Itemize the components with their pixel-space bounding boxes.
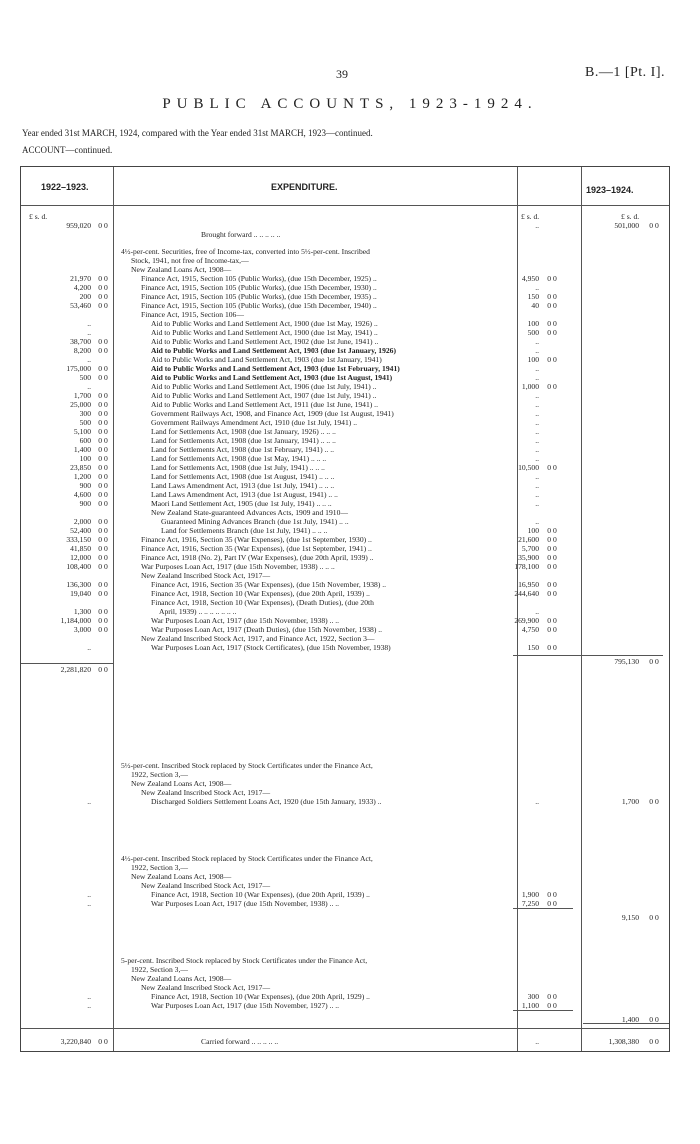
amount-1923-1924-detail: .. (535, 283, 539, 292)
amount-1923-1924-detail: 40 (531, 301, 539, 310)
amount-1922-1923: 25,000 (70, 400, 91, 409)
amount-1923-1924-detail: 100 (527, 526, 539, 535)
shillings-pence-1922-1923: 0 0 (98, 283, 108, 292)
row-description: Land Laws Amendment Act, 1913 (due 1st July, 1941) .. .. .. (151, 481, 335, 490)
amount-1922-1923: 5,100 (73, 427, 91, 436)
units-label-left: £ s. d. (29, 212, 48, 221)
amount-1922-1923: 52,400 (70, 526, 91, 535)
row-description: New Zealand Inscribed Stock Act, 1917— (141, 983, 271, 992)
shillings-pence-1922-1923: 0 0 (98, 337, 108, 346)
amount-1923-1924-detail: 16,950 (518, 580, 539, 589)
row-description: Aid to Public Works and Land Settlement Act, 1903 (due 1st January, 1941) (151, 355, 382, 364)
amount-1923-1924-detail: .. (535, 409, 539, 418)
shillings-pence-1922-1923: 0 0 (98, 445, 108, 454)
amount-1922-1923: .. (87, 1001, 91, 1010)
row-description: April, 1939) .. .. .. .. .. .. .. (159, 607, 237, 616)
shillings-pence-1922-1923: 0 0 (98, 409, 108, 418)
row-description: 4½-per-cent. Securities, free of Income-tax, converted into 5½-per-cent. Inscribed (121, 247, 370, 256)
expenditure-table (20, 166, 670, 1052)
row-description: Government Railways Act, 1908, and Finance Act, 1909 (due 1st August, 1941) (151, 409, 394, 418)
shillings-pence-1922-1923: 0 0 (98, 607, 108, 616)
page-number: 39 (336, 67, 348, 81)
shillings-pence-1922-1923: 0 0 (98, 301, 108, 310)
row-description: Finance Act, 1916, Section 35 (War Expenses), (due 1st September, 1941) .. (141, 544, 372, 553)
shillings-pence-detail: 0 0 (547, 328, 557, 337)
row-description: Finance Act, 1918, Section 10 (War Expenses), (due 20th April, 1929) .. (151, 992, 370, 1001)
amount-1923-1924-detail: .. (535, 391, 539, 400)
shillings-pence-1922-1923: 0 0 (98, 373, 108, 382)
shillings-pence-detail: 0 0 (547, 319, 557, 328)
row-description: Finance Act, 1918, Section 10 (War Expenses), (due 20th April, 1939) .. (151, 589, 370, 598)
shillings-pence-detail: 0 0 (547, 1001, 557, 1010)
amount-1923-1924-detail: .. (535, 607, 539, 616)
row-description: Finance Act, 1915, Section 106— (141, 310, 244, 319)
amount-1922-1923: 1,300 (73, 607, 91, 616)
amount-1923-1924-detail: .. (535, 517, 539, 526)
row-description: Aid to Public Works and Land Settlement Act, 1902 (due 1st June, 1941) .. (151, 337, 379, 346)
units-label-right: £ s. d. (621, 212, 640, 221)
row-description: Carried forward .. .. .. .. .. (201, 1037, 279, 1046)
row-description: Land for Settlements Branch (due 1st July, 1941) .. .. .. (161, 526, 328, 535)
footer-separator (21, 1028, 669, 1029)
row-description: Brought forward .. .. .. .. .. (201, 230, 281, 239)
row-description: 1922, Section 3,— (131, 770, 188, 779)
amount-1922-1923: .. (87, 992, 91, 1001)
row-description: New Zealand Inscribed Stock Act, 1917— (141, 788, 271, 797)
account-label: ACCOUNT—continued. (22, 145, 113, 155)
shillings-pence-detail: 0 0 (547, 544, 557, 553)
row-description: War Purposes Loan Act, 1917 (Stock Certificates), (due 15th November, 1938) (151, 643, 391, 652)
column-divider (113, 167, 114, 1051)
amount-1922-1923: .. (87, 797, 91, 806)
row-description: War Purposes Loan Act, 1917 (Death Duties), (due 15th November, 1938) .. (151, 625, 383, 634)
amount-1923-1924-total: 1,700 (621, 797, 639, 806)
amount-1923-1924-detail: .. (535, 1037, 539, 1046)
column-header-expenditure: EXPENDITURE. (271, 182, 338, 192)
header-separator (21, 205, 669, 206)
amount-1923-1924-total: 1,400 (621, 1015, 639, 1024)
shillings-pence-1922-1923: 0 0 (98, 391, 108, 400)
shillings-pence-1922-1923: 0 0 (98, 562, 108, 571)
shillings-pence-detail: 0 0 (547, 589, 557, 598)
amount-1922-1923: 200 (79, 292, 91, 301)
row-description: Finance Act, 1915, Section 105 (Public Works), (due 15th December, 1940) .. (141, 301, 377, 310)
amount-1923-1924-detail: 300 (527, 992, 539, 1001)
amount-1923-1924-detail: .. (535, 221, 539, 230)
shillings-pence-detail: 0 0 (547, 526, 557, 535)
shillings-pence-detail: 0 0 (547, 890, 557, 899)
shillings-pence-1922-1923: 0 0 (98, 526, 108, 535)
shillings-pence-1922-1923: 0 0 (98, 665, 108, 674)
row-description: Finance Act, 1918, Section 10 (War Expenses), (Death Duties), (due 20th (151, 598, 374, 607)
shillings-pence-1922-1923: 0 0 (98, 625, 108, 634)
amount-1923-1924-detail: .. (535, 490, 539, 499)
amount-1923-1924-total: 795,130 (614, 657, 639, 666)
shillings-pence-1922-1923: 0 0 (98, 490, 108, 499)
page-title: PUBLIC ACCOUNTS, 1923-1924. (162, 96, 538, 112)
row-description: War Purposes Loan Act, 1917 (due 15th November, 1927) .. .. (151, 1001, 340, 1010)
amount-1923-1924-total: 501,000 (614, 221, 639, 230)
shillings-pence-detail: 0 0 (547, 580, 557, 589)
shillings-pence-1922-1923: 0 0 (98, 535, 108, 544)
shillings-pence-1922-1923: 0 0 (98, 400, 108, 409)
amount-1923-1924-detail: 35,900 (518, 553, 539, 562)
row-description: New Zealand Loans Act, 1908— (131, 779, 232, 788)
shillings-pence-1922-1923: 0 0 (98, 589, 108, 598)
amount-1922-1923: .. (87, 319, 91, 328)
subtotal-rule (21, 663, 113, 664)
shillings-pence-1922-1923: 0 0 (98, 481, 108, 490)
amount-1922-1923: 2,000 (73, 517, 91, 526)
row-description: Finance Act, 1915, Section 105 (Public Works), (due 15th December, 1935) .. (141, 292, 377, 301)
amount-1922-1923: 2,281,820 (60, 665, 91, 674)
row-description: 1922, Section 3,— (131, 863, 188, 872)
amount-1923-1924-detail: 7,250 (521, 899, 539, 908)
amount-1922-1923: 1,200 (73, 472, 91, 481)
amount-1923-1924-detail: .. (535, 346, 539, 355)
amount-1922-1923: 108,400 (66, 562, 91, 571)
shillings-pence-1922-1923: 0 0 (98, 463, 108, 472)
amount-1922-1923: 900 (79, 499, 91, 508)
shillings-pence-detail: 0 0 (547, 301, 557, 310)
shillings-pence-detail: 0 0 (547, 643, 557, 652)
amount-1923-1924-detail: 1,100 (521, 1001, 539, 1010)
row-description: Land for Settlements Act, 1908 (due 1st January, 1926) .. .. .. (151, 427, 336, 436)
amount-1923-1924-total: 1,308,380 (608, 1037, 639, 1046)
amount-1923-1924-detail: .. (535, 418, 539, 427)
row-description: Finance Act, 1915, Section 105 (Public Works), (due 15th December, 1925) .. (141, 274, 377, 283)
shillings-pence-1922-1923: 0 0 (98, 472, 108, 481)
amount-1922-1923: 12,000 (70, 553, 91, 562)
shillings-pence-total: 0 0 (649, 221, 659, 230)
shillings-pence-1922-1923: 0 0 (98, 418, 108, 427)
shillings-pence-1922-1923: 0 0 (98, 580, 108, 589)
amount-1923-1924-detail: 150 (527, 292, 539, 301)
row-description: Finance Act, 1918 (No. 2), Part IV (War Expenses), (due 20th April, 1939) .. (141, 553, 374, 562)
row-description: Aid to Public Works and Land Settlement Act, 1906 (due 1st July, 1941) .. (151, 382, 377, 391)
amount-1923-1924-detail: .. (535, 337, 539, 346)
shillings-pence-detail: 0 0 (547, 553, 557, 562)
shillings-pence-1922-1923: 0 0 (98, 427, 108, 436)
row-description: New Zealand Inscribed Stock Act, 1917, and Finance Act, 1922, Section 3— (141, 634, 375, 643)
row-description: Aid to Public Works and Land Settlement Act, 1903 (due 1st February, 1941) (151, 364, 400, 373)
amount-1923-1924-detail: .. (535, 436, 539, 445)
shillings-pence-detail: 0 0 (547, 625, 557, 634)
row-description: 5½-per-cent. Inscribed Stock replaced by Stock Certificates under the Finance Act, (121, 761, 373, 770)
shillings-pence-1922-1923: 0 0 (98, 544, 108, 553)
amount-1922-1923: 175,000 (66, 364, 91, 373)
column-header-1923-1924: 1923–1924. (586, 185, 634, 195)
shillings-pence-1922-1923: 0 0 (98, 292, 108, 301)
row-description: War Purposes Loan Act, 1917 (due 15th November, 1938) .. .. (151, 616, 340, 625)
amount-1922-1923: 136,300 (66, 580, 91, 589)
row-description: Finance Act, 1916, Section 35 (War Expenses), (due 1st September, 1930) .. (141, 535, 372, 544)
amount-1923-1924-total: 9,150 (621, 913, 639, 922)
row-description: War Purposes Loan Act, 1917 (due 15th November, 1938) .. .. .. (141, 562, 335, 571)
row-description: New Zealand State-guaranteed Advances Acts, 1909 and 1910— (151, 508, 348, 517)
amount-1923-1924-detail: .. (535, 472, 539, 481)
amount-1923-1924-detail: 100 (527, 355, 539, 364)
row-description: Land for Settlements Act, 1908 (due 1st January, 1941) .. .. .. (151, 436, 336, 445)
shillings-pence-1922-1923: 0 0 (98, 499, 108, 508)
amount-1922-1923: 300 (79, 409, 91, 418)
row-description: Stock, 1941, not free of Income-tax,— (131, 256, 249, 265)
row-description: New Zealand Loans Act, 1908— (131, 872, 232, 881)
shillings-pence-detail: 0 0 (547, 992, 557, 1001)
shillings-pence-detail: 0 0 (547, 899, 557, 908)
row-description: New Zealand Inscribed Stock Act, 1917— (141, 881, 271, 890)
amount-1923-1924-detail: .. (535, 373, 539, 382)
row-description: Finance Act, 1916, Section 35 (War Expenses), (due 15th November, 1938) .. (151, 580, 387, 589)
amount-1923-1924-detail: .. (535, 797, 539, 806)
units-label-mid: £ s. d. (521, 212, 540, 221)
amount-1922-1923: 1,400 (73, 445, 91, 454)
amount-1922-1923: .. (87, 355, 91, 364)
shillings-pence-total: 0 0 (649, 913, 659, 922)
subtotal-rule (513, 1010, 573, 1011)
amount-1922-1923: 1,700 (73, 391, 91, 400)
amount-1922-1923: 333,150 (66, 535, 91, 544)
shillings-pence-1922-1923: 0 0 (98, 454, 108, 463)
amount-1923-1924-detail: .. (535, 427, 539, 436)
row-description: Aid to Public Works and Land Settlement Act, 1911 (due 1st June, 1941) .. (151, 400, 378, 409)
row-description: Land for Settlements Act, 1908 (due 1st February, 1941) .. .. (151, 445, 334, 454)
amount-1922-1923: .. (87, 382, 91, 391)
shillings-pence-total: 0 0 (649, 657, 659, 666)
row-description: Land for Settlements Act, 1908 (due 1st May, 1941) .. .. .. (151, 454, 327, 463)
amount-1922-1923: .. (87, 328, 91, 337)
amount-1923-1924-detail: 100 (527, 319, 539, 328)
shillings-pence-total: 0 0 (649, 1015, 659, 1024)
amount-1923-1924-detail: 500 (527, 328, 539, 337)
amount-1922-1923: .. (87, 643, 91, 652)
shillings-pence-1922-1923: 0 0 (98, 1037, 108, 1046)
row-description: Aid to Public Works and Land Settlement Act, 1903 (due 1st August, 1941) (151, 373, 393, 382)
subtotal-rule (513, 655, 663, 656)
amount-1923-1924-detail: .. (535, 400, 539, 409)
shillings-pence-detail: 0 0 (547, 274, 557, 283)
amount-1923-1924-detail: .. (535, 445, 539, 454)
row-description: Aid to Public Works and Land Settlement Act, 1903 (due 1st January, 1926) (151, 346, 396, 355)
amount-1923-1924-detail: 1,900 (521, 890, 539, 899)
amount-1923-1924-detail: .. (535, 454, 539, 463)
row-description: 5-per-cent. Inscribed Stock replaced by Stock Certificates under the Finance Act, (121, 956, 368, 965)
shillings-pence-1922-1923: 0 0 (98, 436, 108, 445)
shillings-pence-detail: 0 0 (547, 355, 557, 364)
row-description: Discharged Soldiers Settlement Loans Act, 1920 (due 15th January, 1933) .. (151, 797, 382, 806)
row-description: Land for Settlements Act, 1908 (due 1st August, 1941) .. .. .. (151, 472, 335, 481)
amount-1922-1923: 959,020 (66, 221, 91, 230)
row-description: Guaranteed Mining Advances Branch (due 1st July, 1941) .. .. (161, 517, 349, 526)
shillings-pence-1922-1923: 0 0 (98, 517, 108, 526)
document-reference: B.—1 [Pt. I]. (585, 65, 665, 80)
amount-1923-1924-detail: .. (535, 481, 539, 490)
row-description: Aid to Public Works and Land Settlement Act, 1907 (due 1st July, 1941) .. (151, 391, 377, 400)
amount-1922-1923: 21,970 (70, 274, 91, 283)
amount-1922-1923: 500 (79, 373, 91, 382)
amount-1922-1923: 4,200 (73, 283, 91, 292)
amount-1922-1923: 1,184,000 (60, 616, 91, 625)
row-description: Maori Land Settlement Act, 1905 (due 1st July, 1941) .. .. .. (151, 499, 332, 508)
shillings-pence-1922-1923: 0 0 (98, 553, 108, 562)
amount-1923-1924-detail: 178,100 (514, 562, 539, 571)
row-description: War Purposes Loan Act, 1917 (due 15th November, 1938) .. .. (151, 899, 340, 908)
amount-1922-1923: 23,850 (70, 463, 91, 472)
amount-1923-1924-detail: .. (535, 499, 539, 508)
shillings-pence-detail: 0 0 (547, 535, 557, 544)
row-description: New Zealand Loans Act, 1908— (131, 265, 232, 274)
shillings-pence-detail: 0 0 (547, 616, 557, 625)
row-description: Land Laws Amendment Act, 1913 (due 1st August, 1941) .. .. (151, 490, 338, 499)
amount-1922-1923: 8,200 (73, 346, 91, 355)
shillings-pence-detail: 0 0 (547, 562, 557, 571)
shillings-pence-total: 0 0 (649, 797, 659, 806)
shillings-pence-1922-1923: 0 0 (98, 274, 108, 283)
row-description: Finance Act, 1918, Section 10 (War Expenses), (due 20th April, 1939) .. (151, 890, 370, 899)
shillings-pence-1922-1923: 0 0 (98, 221, 108, 230)
shillings-pence-1922-1923: 0 0 (98, 616, 108, 625)
amount-1922-1923: 600 (79, 436, 91, 445)
amount-1923-1924-detail: 269,900 (514, 616, 539, 625)
shillings-pence-total: 0 0 (649, 1037, 659, 1046)
row-description: 4½-per-cent. Inscribed Stock replaced by Stock Certificates under the Finance Act, (121, 854, 373, 863)
shillings-pence-1922-1923: 0 0 (98, 364, 108, 373)
page-subtitle: Year ended 31st MARCH, 1924, compared with the Year ended 31st MARCH, 1923—continued. (22, 128, 373, 138)
amount-1922-1923: 900 (79, 481, 91, 490)
row-description: 1922, Section 3,— (131, 965, 188, 974)
amount-1923-1924-detail: 244,640 (514, 589, 539, 598)
column-divider (581, 167, 582, 1051)
shillings-pence-1922-1923: 0 0 (98, 346, 108, 355)
shillings-pence-detail: 0 0 (547, 463, 557, 472)
amount-1923-1924-detail: 1,000 (521, 382, 539, 391)
amount-1923-1924-detail: 10,500 (518, 463, 539, 472)
amount-1923-1924-detail: 5,700 (521, 544, 539, 553)
amount-1922-1923: .. (87, 890, 91, 899)
amount-1922-1923: .. (87, 899, 91, 908)
row-description: Finance Act, 1915, Section 105 (Public Works), (due 15th December, 1930) .. (141, 283, 377, 292)
amount-1923-1924-detail: .. (535, 364, 539, 373)
row-description: Aid to Public Works and Land Settlement Act, 1900 (due 1st May, 1941) .. (151, 328, 378, 337)
amount-1922-1923: 500 (79, 418, 91, 427)
amount-1923-1924-detail: 21,600 (518, 535, 539, 544)
amount-1922-1923: 19,040 (70, 589, 91, 598)
amount-1922-1923: 3,220,840 (60, 1037, 91, 1046)
amount-1922-1923: 41,850 (70, 544, 91, 553)
amount-1922-1923: 3,000 (73, 625, 91, 634)
amount-1923-1924-detail: 4,750 (521, 625, 539, 634)
shillings-pence-detail: 0 0 (547, 292, 557, 301)
amount-1923-1924-detail: 150 (527, 643, 539, 652)
row-description: New Zealand Loans Act, 1908— (131, 974, 232, 983)
row-description: Aid to Public Works and Land Settlement Act, 1900 (due 1st May, 1926) .. (151, 319, 378, 328)
shillings-pence-detail: 0 0 (547, 382, 557, 391)
row-description: New Zealand Inscribed Stock Act, 1917— (141, 571, 271, 580)
amount-1922-1923: 38,700 (70, 337, 91, 346)
amount-1922-1923: 100 (79, 454, 91, 463)
amount-1922-1923: 53,460 (70, 301, 91, 310)
amount-1922-1923: 4,600 (73, 490, 91, 499)
column-header-1922-1923: 1922–1923. (41, 182, 89, 192)
row-description: Land for Settlements Act, 1908 (due 1st July, 1941) .. .. .. (151, 463, 325, 472)
subtotal-rule (513, 908, 573, 909)
row-description: Government Railways Amendment Act, 1910 (due 1st July, 1941) .. (151, 418, 357, 427)
amount-1923-1924-detail: 4,950 (521, 274, 539, 283)
